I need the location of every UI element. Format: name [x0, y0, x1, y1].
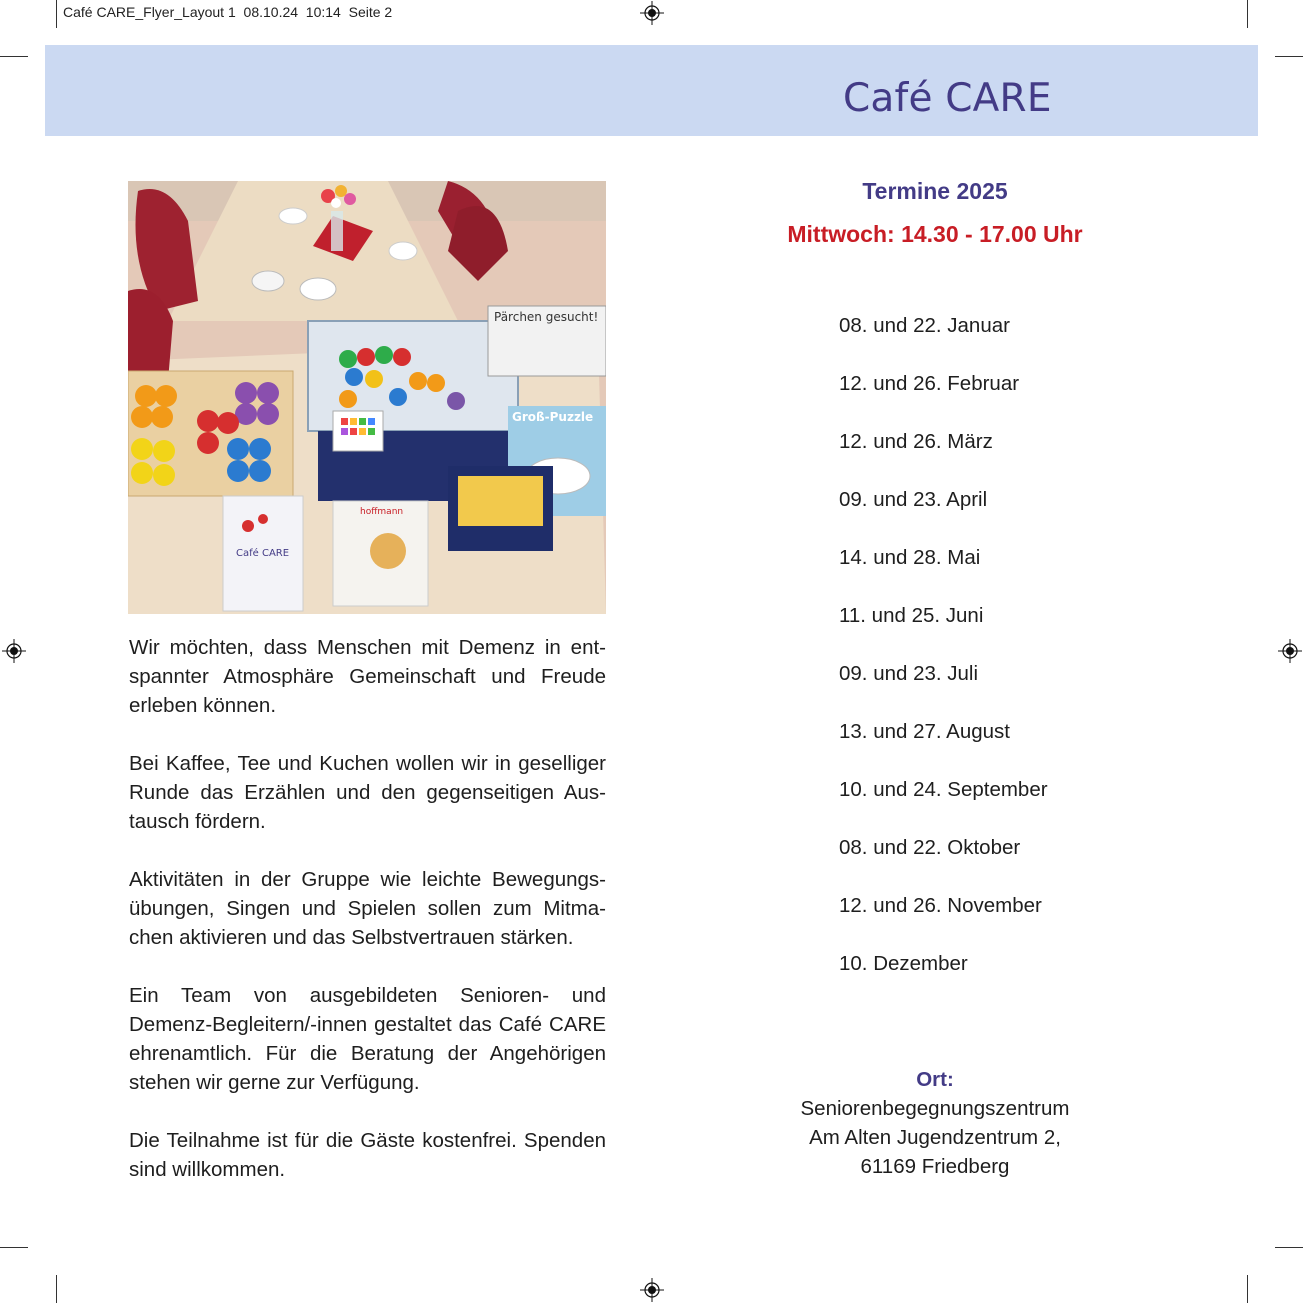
puzzle-box-label: Groß-Puzzle: [512, 410, 594, 424]
header-banner: [45, 45, 1258, 136]
date-item: 10. Dezember: [839, 952, 968, 975]
paragraph: Ein Team von ausgebildeten Senioren- und Demenz-Begleitern/-innen gestaltet das Café CARE ehrenamtlich. Für die Beratung der Angehörigen stehen wir gerne zur Verfügung.: [129, 984, 606, 1094]
flyer-label: Café CARE: [236, 548, 290, 559]
brand-label: hoffmann: [360, 507, 404, 517]
cafe-table-photo: [128, 181, 606, 614]
date-item: 09. und 23. April: [839, 488, 988, 511]
registration-mark-icon: [640, 1, 664, 25]
crop-mark: [0, 56, 28, 57]
location-street: Am Alten Jugendzentrum 2,: [809, 1126, 1061, 1149]
schedule-time: Mittwoch: 14.30 - 17.00 Uhr: [787, 221, 1083, 247]
date-item: 11. und 25. Juni: [839, 604, 984, 627]
date-item: 08. und 22. Januar: [839, 314, 1010, 337]
body-text: [129, 633, 606, 1213]
crop-mark: [1247, 1275, 1248, 1303]
paragraph: Wir möchten, dass Menschen mit Demenz in entspannter Atmosphäre Gemeinschaft und Freude erleben können.: [129, 636, 606, 717]
date-item: 12. und 26. März: [839, 430, 993, 453]
crop-mark: [56, 0, 57, 28]
registration-mark-icon: [1278, 639, 1302, 663]
date-item: 13. und 27. August: [839, 720, 1010, 743]
crop-mark: [1275, 1247, 1303, 1248]
location-name: Seniorenbegegnungszentrum: [800, 1097, 1070, 1120]
date-list: [839, 311, 1048, 1007]
date-item: 14. und 28. Mai: [839, 546, 981, 569]
photo-icon: [128, 181, 606, 614]
date-item: 09. und 23. Juli: [839, 662, 979, 685]
game-box-label: Pärchen gesucht!: [494, 310, 599, 324]
paragraph: Die Teilnahme ist für die Gäste kostenfrei. Spenden sind willkommen.: [129, 1129, 606, 1181]
paragraph: Bei Kaffee, Tee und Kuchen wollen wir in geselliger Runde das Erzählen und den gegenseitigen Austausch fördern.: [129, 752, 606, 833]
date-item: 08. und 22. Oktober: [839, 836, 1021, 859]
print-slug: Café CARE_Flyer_Layout 1 08.10.24 10:14 Seite 2: [63, 4, 393, 20]
crop-mark: [56, 1275, 57, 1303]
location-block: [735, 1065, 1135, 1181]
paragraph: Aktivitäten in der Gruppe wie leichte Bewegungsübungen, Singen und Spielen sollen zum Mitmachen aktivieren und das Selbstvertrauen stärken.: [129, 868, 606, 949]
page-title: Café CARE: [843, 76, 1052, 121]
registration-mark-icon: [640, 1278, 664, 1302]
date-item: 12. und 26. November: [839, 894, 1042, 917]
date-item: 10. und 24. September: [839, 778, 1048, 801]
date-item: 12. und 26. Februar: [839, 372, 1020, 395]
crop-mark: [1275, 56, 1303, 57]
registration-mark-icon: [2, 639, 26, 663]
location-city: 61169 Friedberg: [860, 1155, 1010, 1178]
schedule-heading: Termine 2025: [862, 178, 1008, 204]
crop-mark: [0, 1247, 28, 1248]
crop-mark: [1247, 0, 1248, 28]
location-label: Ort:: [916, 1068, 954, 1091]
